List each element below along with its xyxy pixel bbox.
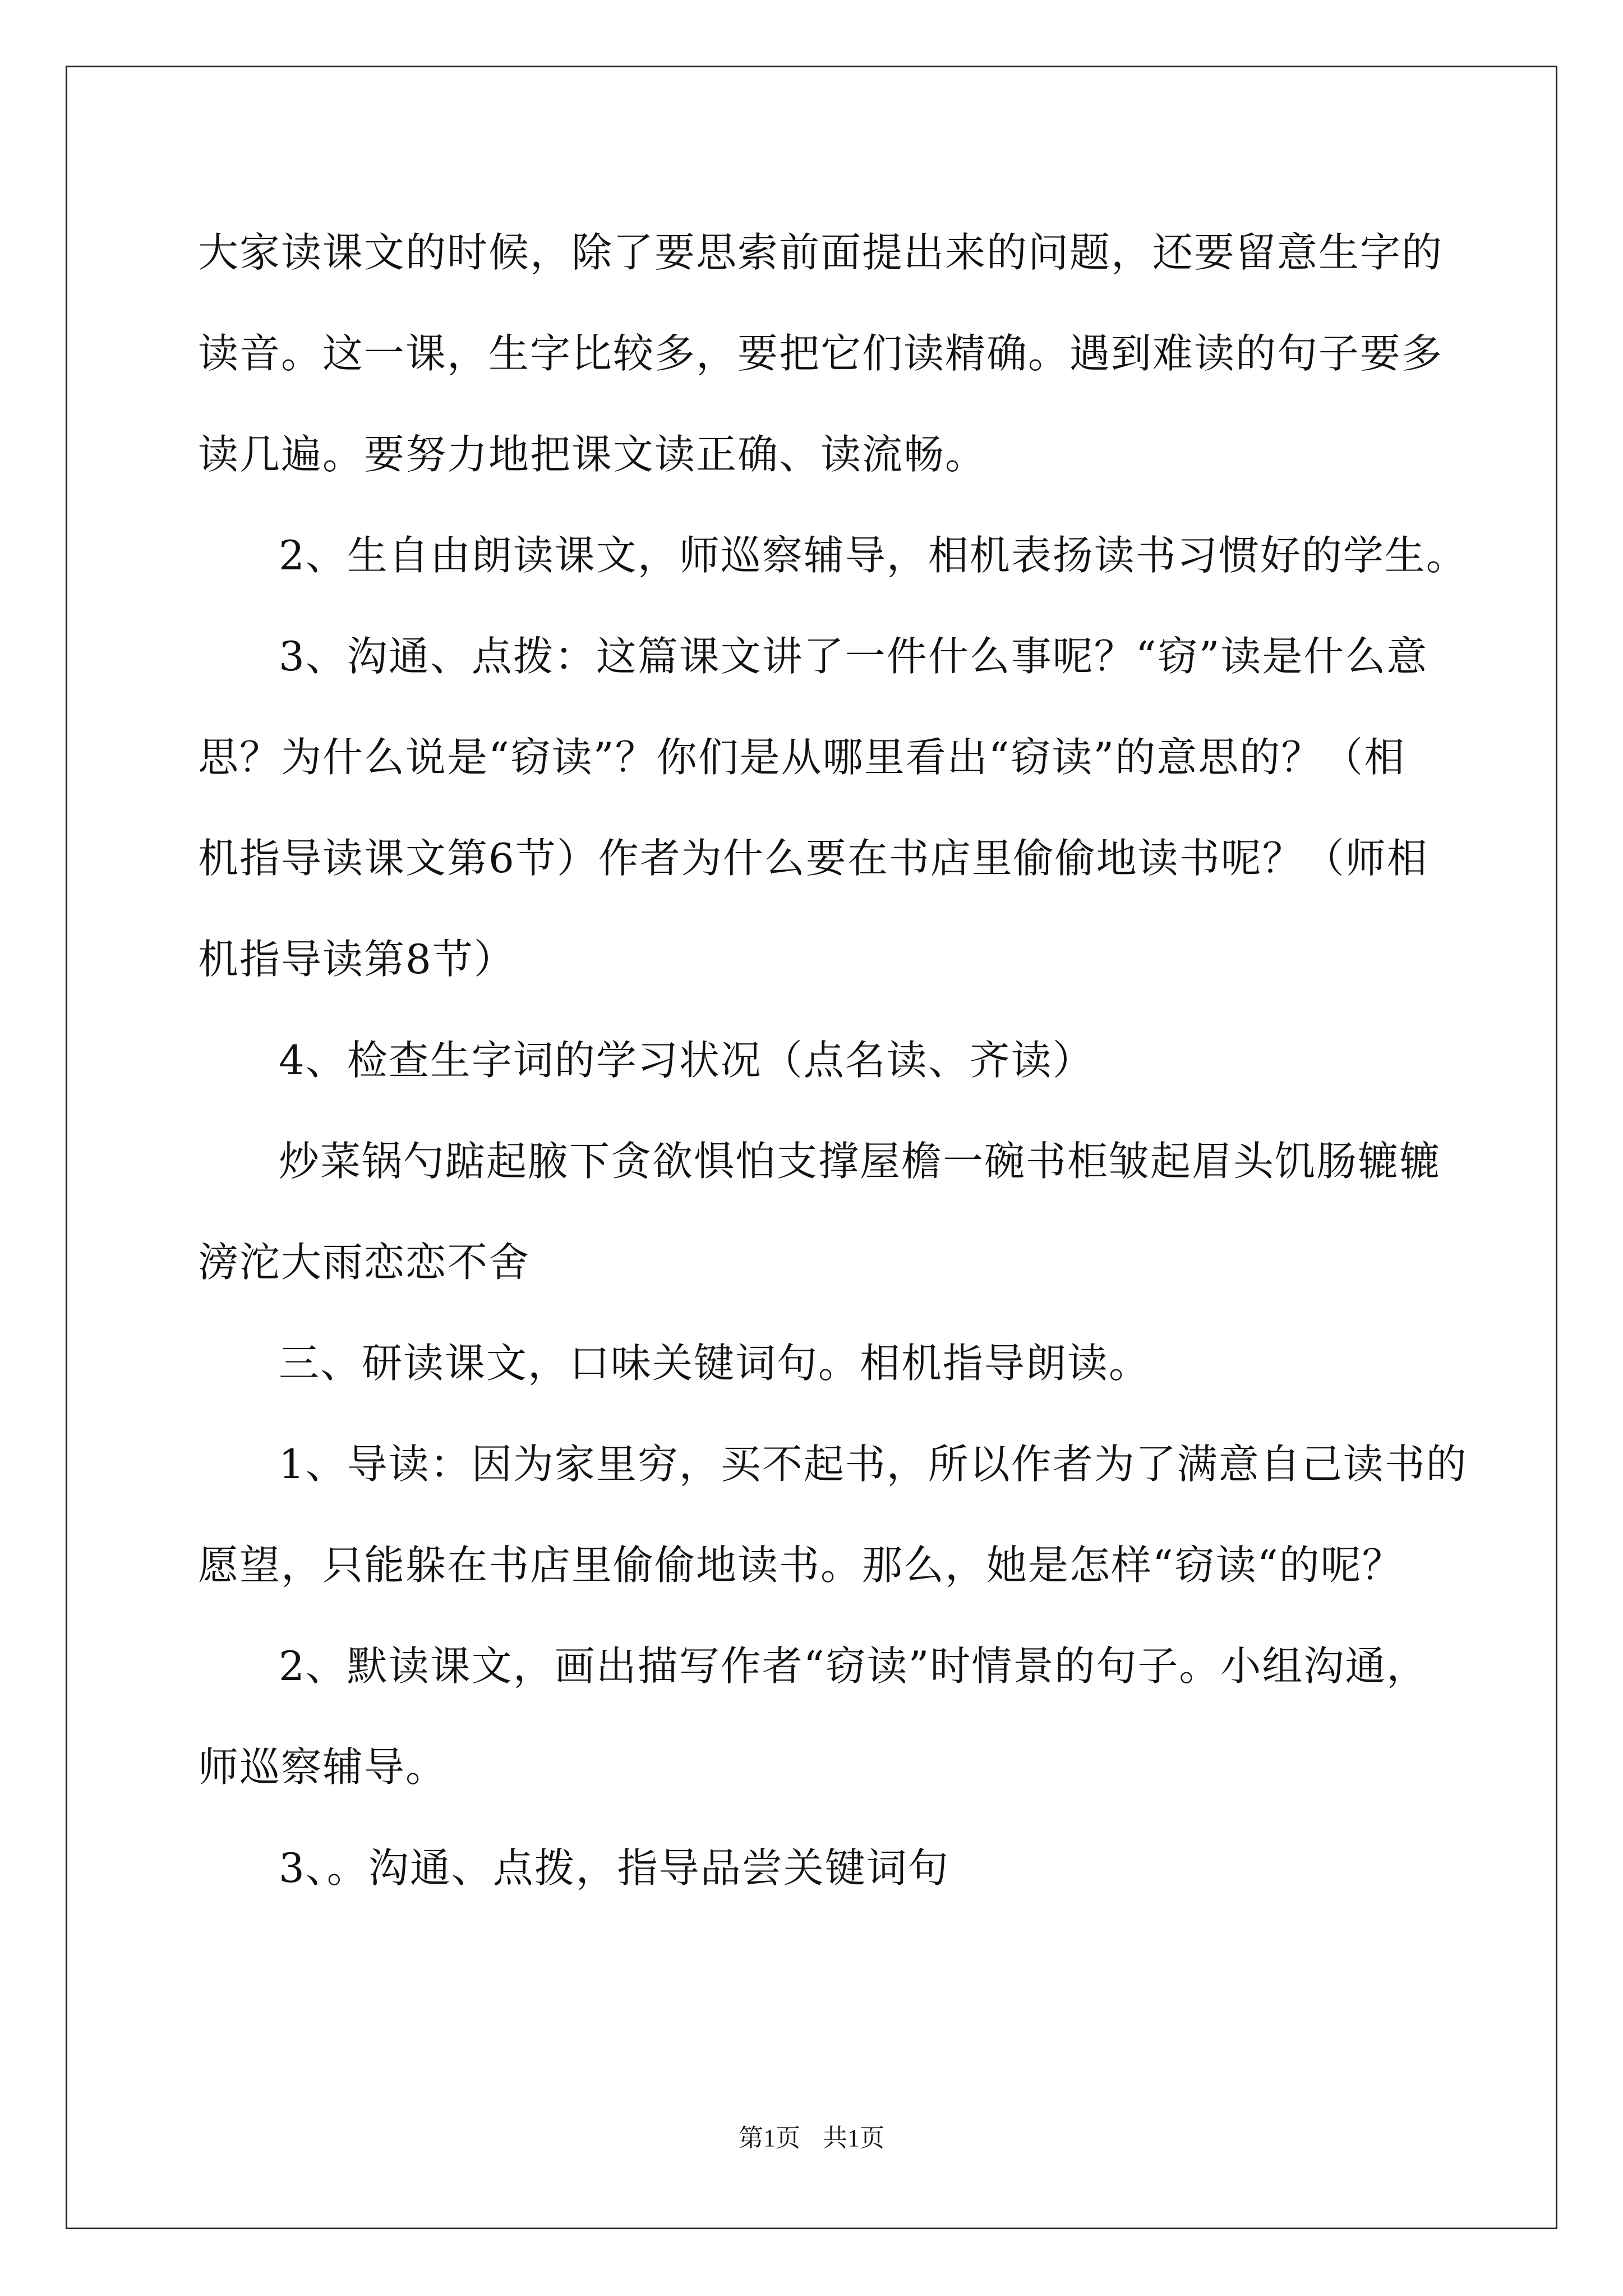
text-line: 读几遍。要努力地把课文读正确、读流畅。 xyxy=(198,431,987,478)
document-body xyxy=(198,202,1468,1918)
text-line: 机指导读课文第6节）作者为什么要在书店里偷偷地读书呢？（师相 xyxy=(198,835,1428,882)
page-total: 共1页 xyxy=(823,2124,884,2152)
text-line: 大家读课文的时候，除了要思索前面提出来的问题，还要留意生字的 xyxy=(198,229,1444,276)
text-line: 机指导读第8节） xyxy=(198,936,515,983)
text-line: 3、沟通、点拨：这篇课文讲了一件什么事呢？“窃”读是什么意 xyxy=(279,633,1428,680)
page-number: 第1页 xyxy=(739,2124,800,2152)
text-line: 愿望，只能躲在书店里偷偷地读书。那么，她是怎样“窃读“的呢？ xyxy=(198,1542,1404,1589)
text-line: 4、检查生字词的学习状况（点名读、齐读） xyxy=(279,1037,1094,1084)
text-line: 1、导读：因为家里穷，买不起书，所以作者为了满意自己读书的 xyxy=(279,1441,1468,1488)
section-heading: 三、研读课文，口味关键词句。相机指导朗读。 xyxy=(279,1340,1151,1387)
text-line: 2、生自由朗读课文，师巡察辅导，相机表扬读书习惯好的学生。 xyxy=(279,532,1468,579)
text-line: 炒菜锅勺踮起腋下贪欲惧怕支撑屋檐一碗书柜皱起眉头饥肠辘辘 xyxy=(279,1138,1441,1185)
text-line: 滂沱大雨恋恋不舍 xyxy=(198,1239,531,1286)
text-line: 读音。这一课，生字比较多，要把它们读精确。遇到难读的句子要多 xyxy=(198,330,1444,377)
text-line: 思？为什么说是“窃读”？你们是从哪里看出“窃读”的意思的？（相 xyxy=(198,734,1406,781)
text-line: 2、默读课文，画出描写作者“窃读”时情景的句子。小组沟通， xyxy=(279,1642,1428,1690)
page-footer xyxy=(0,2118,1623,2154)
text-line: 师巡察辅导。 xyxy=(198,1743,448,1791)
text-line: 3、。沟通、点拨，指导品尝关键词句 xyxy=(279,1844,949,1892)
